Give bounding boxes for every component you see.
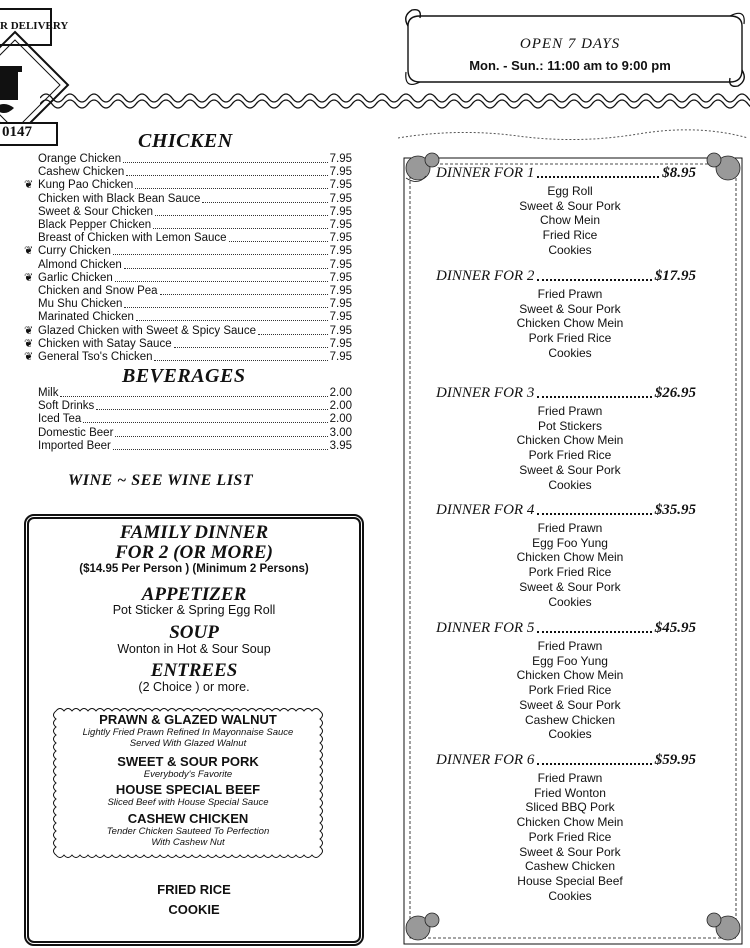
menu-item-price: 7.95: [329, 271, 352, 284]
leader-dots: [115, 427, 327, 437]
dinner-price: $59.95: [654, 752, 696, 768]
beverage-price: 3.00: [329, 426, 352, 439]
menu-item-name: Chicken with Black Bean Sauce: [38, 192, 201, 205]
dinner-price: $35.95: [654, 502, 696, 518]
menu-item-price: 7.95: [329, 166, 352, 179]
leader-dots: [135, 179, 327, 189]
dinner-item: Fried Prawn: [537, 639, 603, 653]
menu-item-name: Chicken with Satay Sauce: [38, 337, 172, 350]
menu-item-price: 7.95: [329, 179, 352, 192]
menu-item-price: 7.95: [329, 285, 352, 297]
dinner-item: Pork Fried Rice: [528, 683, 612, 698]
menu-item-price: 7.95: [329, 351, 352, 363]
menu-item-price: 7.95: [329, 205, 352, 218]
chili-icon: ❦: [24, 337, 34, 350]
leader-dots: [229, 232, 328, 242]
menu-item-name: General Tso's Chicken: [38, 351, 153, 363]
menu-item-name: Kung Pao Chicken: [38, 179, 134, 192]
family-title-1: FAMILY DINNER: [119, 522, 269, 543]
menu-item-row: [38, 311, 352, 324]
menu-item-row: [38, 153, 352, 166]
dinner-item: Pot Stickers: [537, 418, 603, 433]
rose-corner-top-left: [406, 153, 439, 182]
menu-item-row: [24, 324, 352, 338]
leader-dots: [154, 351, 327, 361]
menu-item-row: [38, 166, 352, 179]
chicken-title: CHICKEN: [138, 130, 233, 152]
dinner-item: Egg Foo Yung: [532, 653, 608, 668]
entree-desc: Everybody's Favorite: [143, 769, 233, 780]
chili-icon: ❦: [24, 245, 34, 258]
appetizer-desc: Pot Sticker & Spring Egg Roll: [112, 603, 276, 617]
fried-rice: FRIED RICE: [157, 882, 231, 897]
menu-item-price: 7.95: [329, 311, 352, 324]
dinner-item: Sweet & Sour Pork: [519, 301, 621, 316]
dinner-item: Chicken Chow Mein: [516, 316, 624, 331]
beverage-price: 3.95: [329, 439, 352, 452]
dinner-item: Chicken Chow Mein: [516, 668, 624, 683]
menu-item-price: 7.95: [329, 232, 352, 245]
dinner-item: Fried Wonton: [534, 785, 606, 800]
leader-dots: [124, 259, 328, 269]
entree-item: [58, 754, 318, 780]
menu-item-name: Marinated Chicken: [38, 311, 134, 324]
menu-item-name: Orange Chicken: [38, 153, 122, 165]
soup-title: SOUP: [169, 622, 219, 643]
menu-item-row: [38, 219, 352, 232]
menu-item-name: Chicken and Snow Pea: [38, 285, 158, 297]
beverage-name: Domestic Beer: [38, 426, 114, 439]
leader-dots: [174, 338, 328, 348]
menu-item-name: Almond Chicken: [38, 258, 122, 271]
entree-item: [58, 782, 318, 808]
entree-name: SWEET & SOUR PORK: [117, 754, 259, 769]
menu-item-price: 7.95: [329, 153, 352, 165]
entree-desc: Sliced Beef with House Special Sauce: [107, 797, 269, 808]
leader-dots: [202, 193, 327, 203]
menu-item-price: 7.95: [329, 324, 352, 337]
family-price: ($14.95 Per Person ) (Minimum 2 Persons): [79, 563, 309, 575]
dinner-item: Cookies: [548, 242, 592, 257]
dinner-title-row: [436, 502, 696, 519]
dinner-item: Cookies: [548, 594, 592, 609]
leader-dots: [136, 311, 328, 321]
dinner-item: Sweet & Sour Pork: [519, 697, 621, 712]
entree-name: CASHEW CHICKEN: [127, 811, 249, 826]
rose-corner-top-right: [707, 153, 740, 180]
menu-item-row: [38, 206, 352, 219]
menu-item-name: Black Pepper Chicken: [38, 219, 152, 231]
dinner-item: Cookies: [548, 888, 592, 903]
delivery-label: R DELIVERY: [0, 20, 69, 32]
dinner-item: Pork Fried Rice: [528, 829, 612, 844]
leader-dots: [113, 245, 328, 255]
leader-dots: [60, 387, 327, 397]
entree-item: [58, 811, 318, 848]
dinner-item: Pork Fried Rice: [528, 331, 612, 346]
leader-dots: [83, 413, 327, 423]
leader-dots: [537, 502, 651, 515]
dinner-item: Cashew Chicken: [524, 712, 616, 727]
leader-dots: [537, 165, 659, 178]
cookie: COOKIE: [168, 902, 220, 917]
dinner-item: Cashew Chicken: [524, 859, 616, 874]
dinner-title: DINNER FOR 2: [436, 268, 535, 284]
dinner-item: Sweet & Sour Pork: [519, 198, 621, 213]
menu-item-name: Breast of Chicken with Lemon Sauce: [38, 232, 227, 245]
rose-corner-bottom-right: [707, 913, 740, 940]
dinner-title-row: [436, 752, 696, 769]
dinner-title: DINNER FOR 1: [436, 165, 535, 181]
menu-item-row: [24, 245, 352, 258]
phone-fragment: 0147: [2, 124, 32, 140]
dinner-title: DINNER FOR 6: [436, 752, 535, 768]
leader-dots: [537, 752, 651, 765]
soup-desc: Wonton in Hot & Sour Soup: [117, 642, 271, 656]
dinner-item: Fried Rice: [542, 228, 598, 243]
dinner-item: Cookies: [548, 727, 592, 742]
menu-item-row: [38, 298, 352, 311]
beverage-row: [38, 427, 352, 440]
menu-item-name: Mu Shu Chicken: [38, 298, 123, 311]
dinner-item: Pork Fried Rice: [528, 448, 612, 463]
beverage-name: Iced Tea: [38, 413, 82, 426]
beverage-name: Imported Beer: [38, 439, 111, 452]
leader-dots: [126, 166, 327, 176]
entree-desc: Lightly Fried Prawn Refined In Mayonnaise Sauce: [82, 727, 294, 738]
entree-desc-2: With Cashew Nut: [151, 837, 225, 848]
dinner-item: Sliced BBQ Pork: [525, 800, 615, 815]
dinner-item: Cookies: [548, 477, 592, 492]
menu-item-name: Garlic Chicken: [38, 271, 113, 284]
chili-icon: ❦: [24, 351, 34, 363]
dinner-price: $26.95: [654, 385, 696, 401]
dinner-title-row: [436, 620, 696, 637]
chili-icon: ❦: [24, 179, 34, 192]
dinner-items: [480, 771, 660, 903]
leader-dots: [258, 325, 328, 335]
menu-item-row: [24, 337, 352, 351]
menu-item-price: 7.95: [329, 298, 352, 311]
dinner-title: DINNER FOR 4: [436, 502, 535, 518]
leader-dots: [124, 298, 327, 308]
menu-item-row: [24, 179, 352, 192]
menu-item-row: [24, 271, 352, 285]
dinner-items: [480, 287, 660, 361]
leader-dots: [160, 285, 328, 295]
dinner-title-row: [436, 268, 696, 285]
menu-item-price: 7.95: [329, 337, 352, 350]
chili-icon: ❦: [24, 271, 34, 284]
dinner-item: Chicken Chow Mein: [516, 815, 624, 830]
chili-icon: ❦: [24, 324, 34, 337]
family-title-2: FOR 2 (OR MORE): [115, 542, 273, 563]
leader-dots: [123, 153, 328, 163]
beverage-name: Milk: [38, 387, 59, 399]
beverage-row: [38, 387, 352, 400]
leader-dots: [537, 385, 651, 398]
menu-item-row: [38, 259, 352, 272]
dinner-price: $17.95: [654, 268, 696, 284]
menu-item-price: 7.95: [329, 258, 352, 271]
dinner-item: Fried Prawn: [537, 404, 603, 418]
hours: Mon. - Sun.: 11:00 am to 9:00 pm: [469, 58, 671, 73]
leader-dots: [96, 400, 327, 410]
beverage-row: [38, 440, 352, 453]
dinner-item: Sweet & Sour Pork: [519, 462, 621, 477]
menu-item-row: [38, 285, 352, 298]
dinner-items: [480, 521, 660, 609]
dinner-item: Fried Prawn: [537, 287, 603, 301]
leader-dots: [537, 268, 651, 281]
beverage-name: Soft Drinks: [38, 400, 95, 413]
dinner-title: DINNER FOR 3: [436, 385, 535, 401]
menu-item-price: 7.95: [329, 245, 352, 258]
leader-dots: [537, 620, 651, 633]
entree-item: [58, 712, 318, 749]
dinner-items: [480, 639, 660, 742]
dinner-item: Fried Prawn: [537, 771, 603, 785]
entree-desc-2: Served With Glazed Walnut: [129, 738, 247, 749]
menu-item-row: [38, 193, 352, 206]
appetizer-title: APPETIZER: [141, 584, 247, 605]
dinner-item: Fried Prawn: [537, 521, 603, 535]
dinner-price: $45.95: [654, 620, 696, 636]
leader-dots: [155, 206, 328, 216]
leader-dots: [113, 440, 328, 450]
dinner-items: [480, 184, 660, 258]
dinner-item: Sweet & Sour Pork: [519, 579, 621, 594]
wine-note: WINE ~ SEE WINE LIST: [68, 472, 254, 489]
dinner-price: $8.95: [662, 165, 696, 181]
open-days: OPEN 7 DAYS: [519, 36, 621, 52]
dinner-item: House Special Beef: [517, 873, 623, 888]
entree-name: HOUSE SPECIAL BEEF: [115, 782, 261, 797]
menu-item-name: Curry Chicken: [38, 245, 111, 258]
entree-desc: Tender Chicken Sauteed To Perfection: [106, 826, 270, 837]
wave-divider: [40, 88, 750, 114]
menu-item-row: [24, 351, 352, 364]
rose-corner-bottom-left: [406, 913, 439, 940]
beverage-price: 2.00: [329, 387, 352, 399]
dinner-item: Chow Mein: [539, 213, 601, 228]
menu-item-name: Glazed Chicken with Sweet & Spicy Sauce: [38, 324, 256, 337]
dinner-item: Cookies: [548, 345, 592, 360]
dinner-title-row: [436, 165, 696, 182]
menu-item-price: 7.95: [329, 219, 352, 231]
menu-item-row: [38, 232, 352, 245]
dinner-item: Chicken Chow Mein: [516, 433, 624, 448]
entrees-desc: (2 Choice ) or more.: [138, 680, 250, 694]
menu-item-name: Cashew Chicken: [38, 166, 125, 179]
dinner-item: Sweet & Sour Pork: [519, 844, 621, 859]
entree-name: PRAWN & GLAZED WALNUT: [99, 712, 277, 727]
dinner-item: Egg Roll: [547, 184, 593, 198]
beverage-row: [38, 400, 352, 413]
dinner-items: [480, 404, 660, 492]
beverage-row: [38, 413, 352, 426]
dinner-title: DINNER FOR 5: [436, 620, 535, 636]
menu-item-price: 7.95: [329, 192, 352, 205]
dinner-item: Chicken Chow Mein: [516, 550, 624, 565]
dinner-title-row: [436, 385, 696, 402]
leader-dots: [153, 219, 327, 229]
beverage-price: 2.00: [329, 400, 352, 413]
leader-dots: [115, 272, 328, 282]
entrees-title: ENTREES: [150, 660, 238, 681]
beverage-price: 2.00: [329, 413, 352, 426]
dinner-item: Egg Foo Yung: [532, 535, 608, 550]
beverages-title: BEVERAGES: [122, 365, 246, 387]
menu-item-name: Sweet & Sour Chicken: [38, 205, 154, 218]
dinner-item: Pork Fried Rice: [528, 565, 612, 580]
